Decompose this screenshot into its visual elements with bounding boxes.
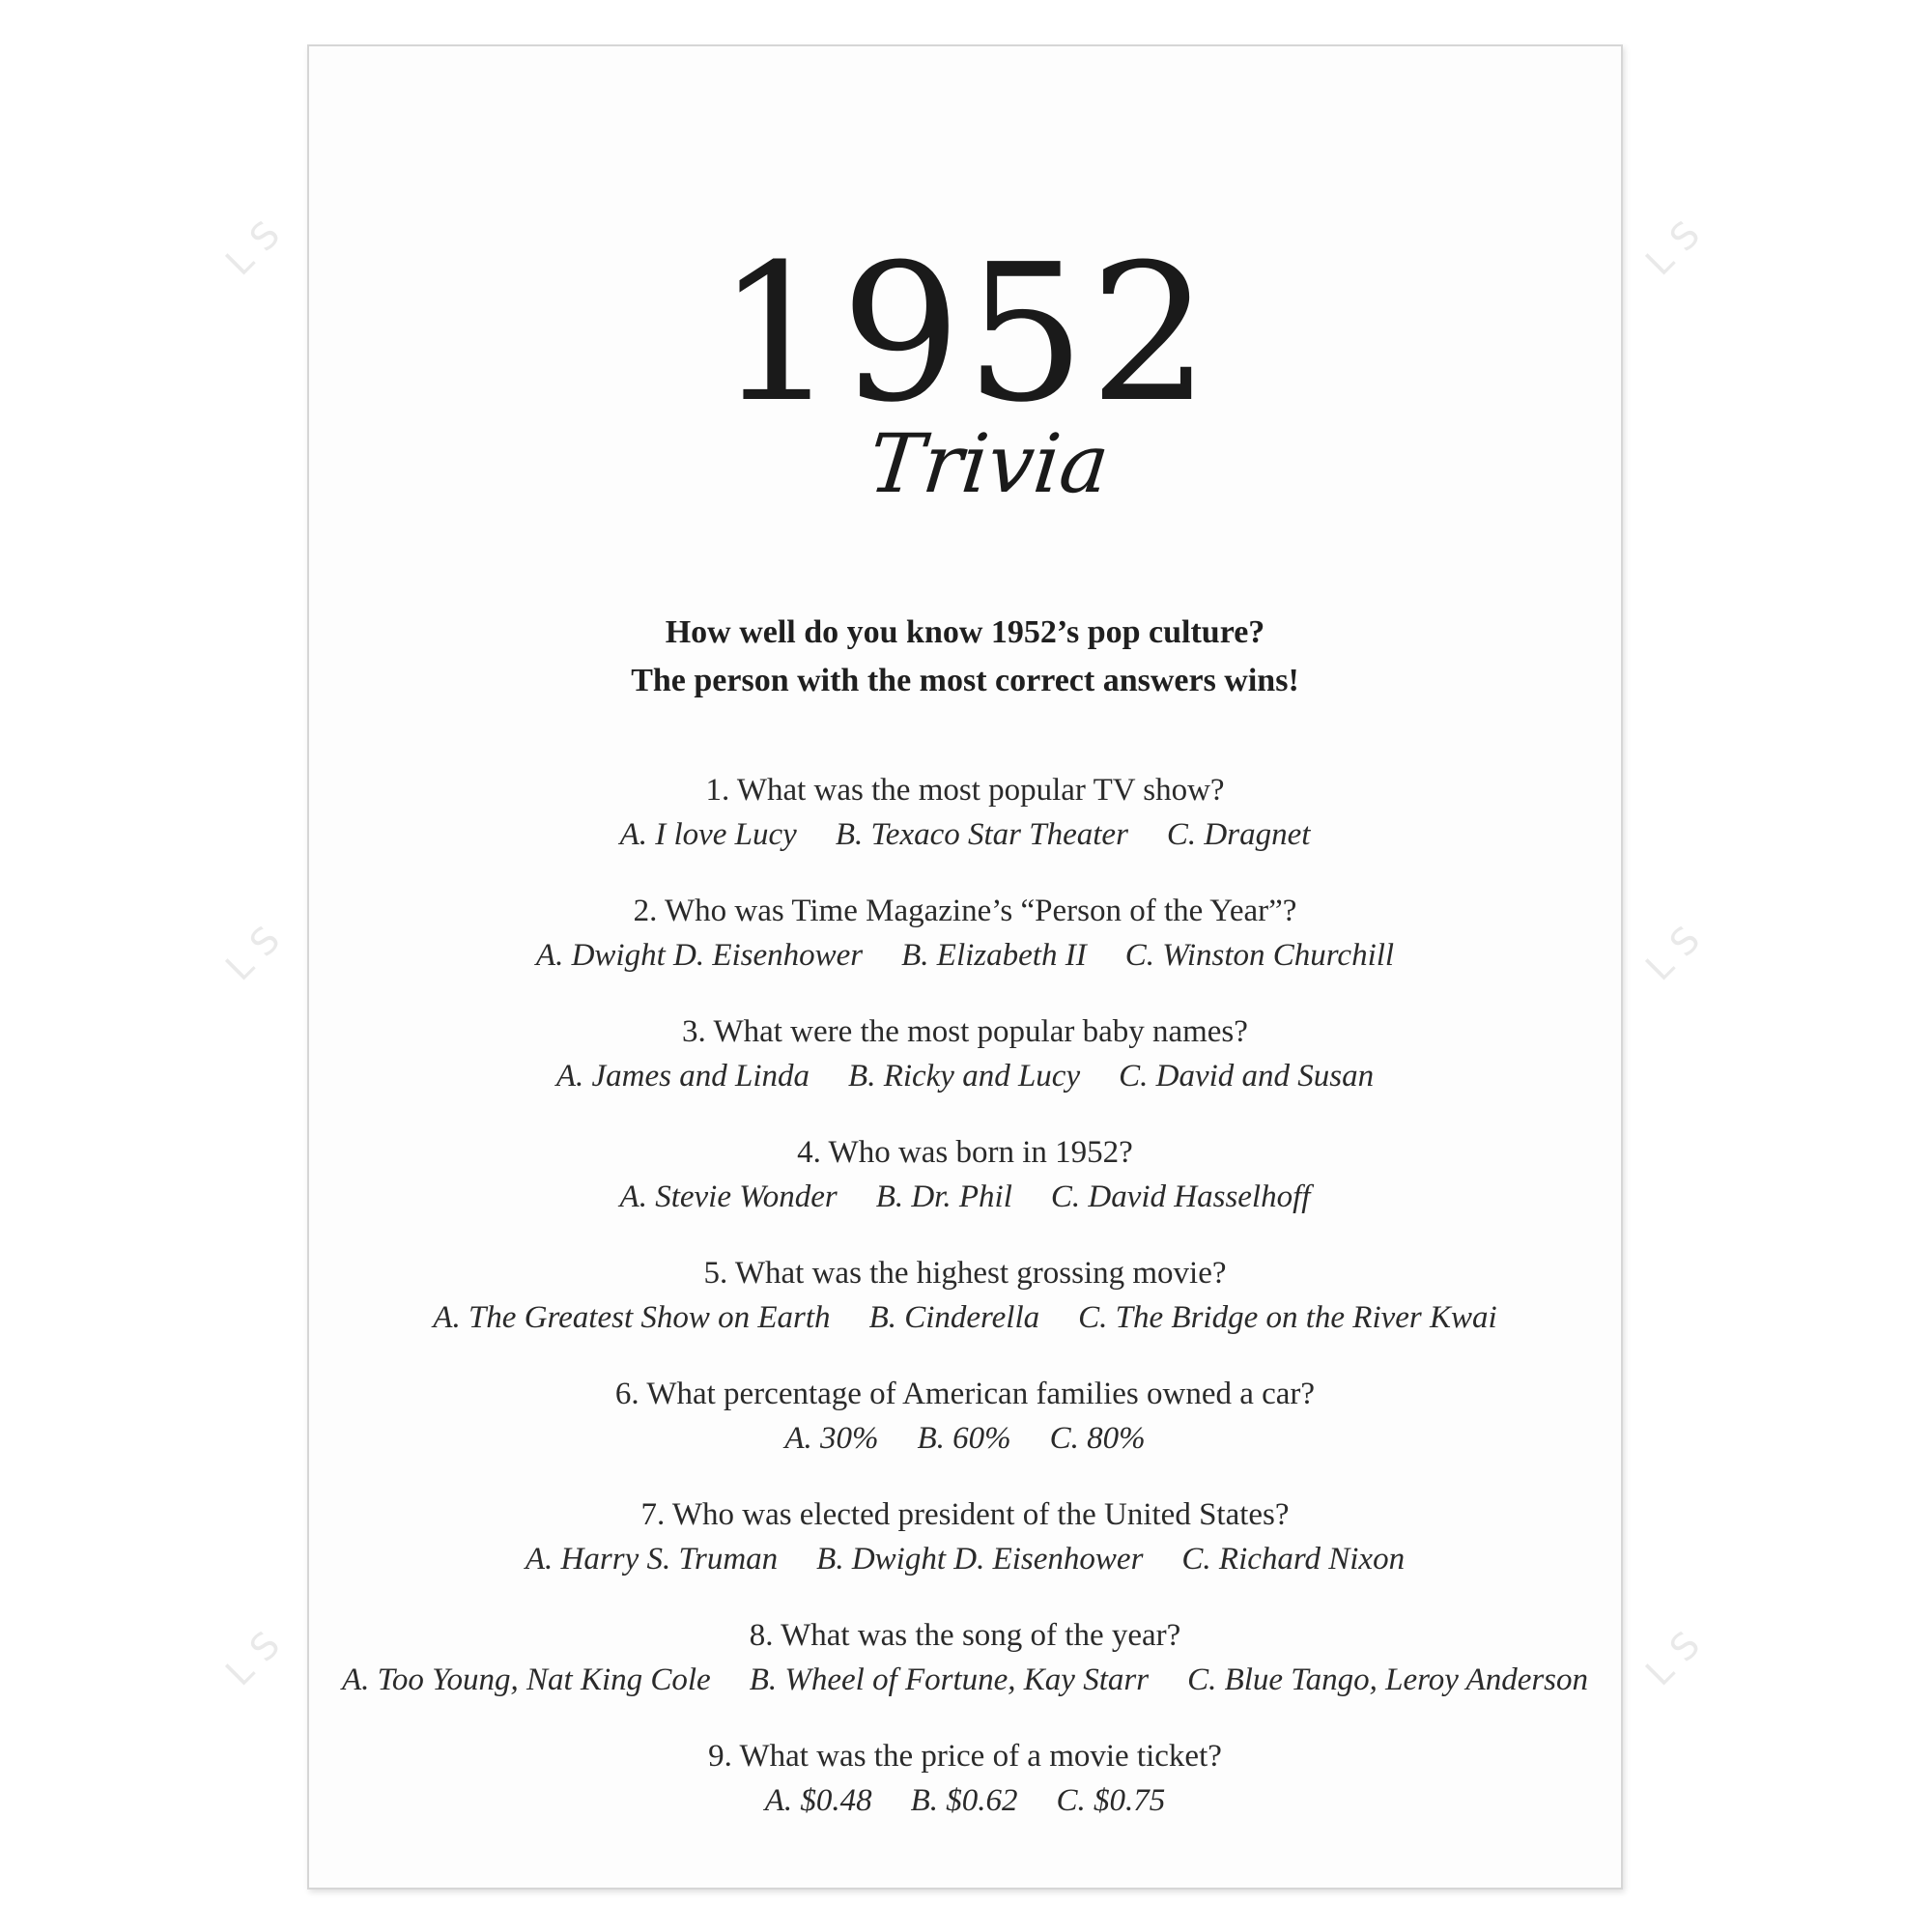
- question-item: [309, 1252, 1621, 1373]
- intro-line-1: How well do you know 1952’s pop culture?: [665, 614, 1265, 650]
- answer-option: B. Elizabeth II: [901, 938, 1087, 973]
- answer-option: A. Dwight D. Eisenhower: [535, 938, 864, 973]
- answer-option: C. The Bridge on the River Kwai: [1078, 1300, 1497, 1335]
- question-text: 2. Who was Time Magazine’s “Person of the Year”?: [633, 894, 1297, 928]
- answer-option: B. Wheel of Fortune, Kay Starr: [749, 1662, 1150, 1697]
- question-text: 1. What was the most popular TV show?: [705, 773, 1225, 808]
- title-year: 1952: [716, 224, 1214, 444]
- question-text: 3. What were the most popular baby names?: [682, 1014, 1248, 1049]
- question-item: [309, 1131, 1621, 1252]
- answer-option: C. Richard Nixon: [1181, 1542, 1406, 1577]
- intro: [309, 609, 1621, 705]
- answer-option: B. Texaco Star Theater: [835, 817, 1128, 852]
- answer-options: [309, 1415, 1621, 1462]
- answer-option: C. David and Susan: [1119, 1059, 1375, 1094]
- question-text: 5. What was the highest grossing movie?: [703, 1256, 1227, 1291]
- answer-options: [309, 811, 1621, 858]
- answer-options: [309, 932, 1621, 979]
- title-script: Trivia: [864, 416, 1114, 511]
- answer-option: A. James and Linda: [555, 1059, 810, 1094]
- question-item: [309, 1010, 1621, 1131]
- answer-options: [309, 1174, 1621, 1220]
- answer-option: B. 60%: [917, 1421, 1011, 1456]
- answer-option: A. Harry S. Truman: [525, 1542, 779, 1577]
- answer-option: B. Dwight D. Eisenhower: [816, 1542, 1144, 1577]
- question-item: [309, 1493, 1621, 1614]
- answer-option: A. 30%: [784, 1421, 879, 1456]
- trivia-card: [307, 44, 1623, 1889]
- watermark: LS: [217, 1613, 298, 1694]
- answer-option: C. $0.75: [1056, 1783, 1166, 1818]
- question-item: [309, 890, 1621, 1010]
- answer-option: B. Cinderella: [868, 1300, 1040, 1335]
- answer-option: C. Dragnet: [1166, 817, 1311, 852]
- watermark: LS: [1637, 203, 1719, 284]
- watermark: LS: [1637, 908, 1719, 989]
- answer-option: B. Ricky and Lucy: [848, 1059, 1081, 1094]
- question-text: 6. What percentage of American families owned a car?: [614, 1377, 1316, 1411]
- answer-options: [309, 1536, 1621, 1582]
- answer-option: B. Dr. Phil: [875, 1179, 1012, 1214]
- question-text: 9. What was the price of a movie ticket?: [708, 1739, 1222, 1774]
- answer-option: A. Stevie Wonder: [619, 1179, 838, 1214]
- answer-options: [309, 1294, 1621, 1341]
- intro-line-2: The person with the most correct answers wins!: [631, 663, 1299, 698]
- watermark: LS: [217, 203, 298, 284]
- answer-option: C. 80%: [1049, 1421, 1146, 1456]
- answer-options: [309, 1657, 1621, 1703]
- question-list: [309, 769, 1621, 1856]
- question-item: [309, 1373, 1621, 1493]
- question-item: [309, 1614, 1621, 1735]
- question-text: 8. What was the song of the year?: [749, 1618, 1181, 1653]
- answer-option: A. I love Lucy: [619, 817, 797, 852]
- answer-option: C. Winston Churchill: [1124, 938, 1395, 973]
- watermark: LS: [217, 908, 298, 989]
- question-item: [309, 1735, 1621, 1856]
- answer-options: [309, 1777, 1621, 1824]
- question-text: 4. Who was born in 1952?: [797, 1135, 1133, 1170]
- answer-options: [309, 1053, 1621, 1099]
- watermark: LS: [1637, 1613, 1719, 1694]
- answer-option: A. The Greatest Show on Earth: [433, 1300, 831, 1335]
- question-item: [309, 769, 1621, 890]
- question-text: 7. Who was elected president of the United States?: [640, 1497, 1290, 1532]
- answer-option: A. Too Young, Nat King Cole: [341, 1662, 711, 1697]
- answer-option: A. $0.48: [764, 1783, 872, 1818]
- answer-option: C. Blue Tango, Leroy Anderson: [1187, 1662, 1589, 1697]
- answer-option: C. David Hasselhoff: [1050, 1179, 1311, 1214]
- answer-option: B. $0.62: [910, 1783, 1018, 1818]
